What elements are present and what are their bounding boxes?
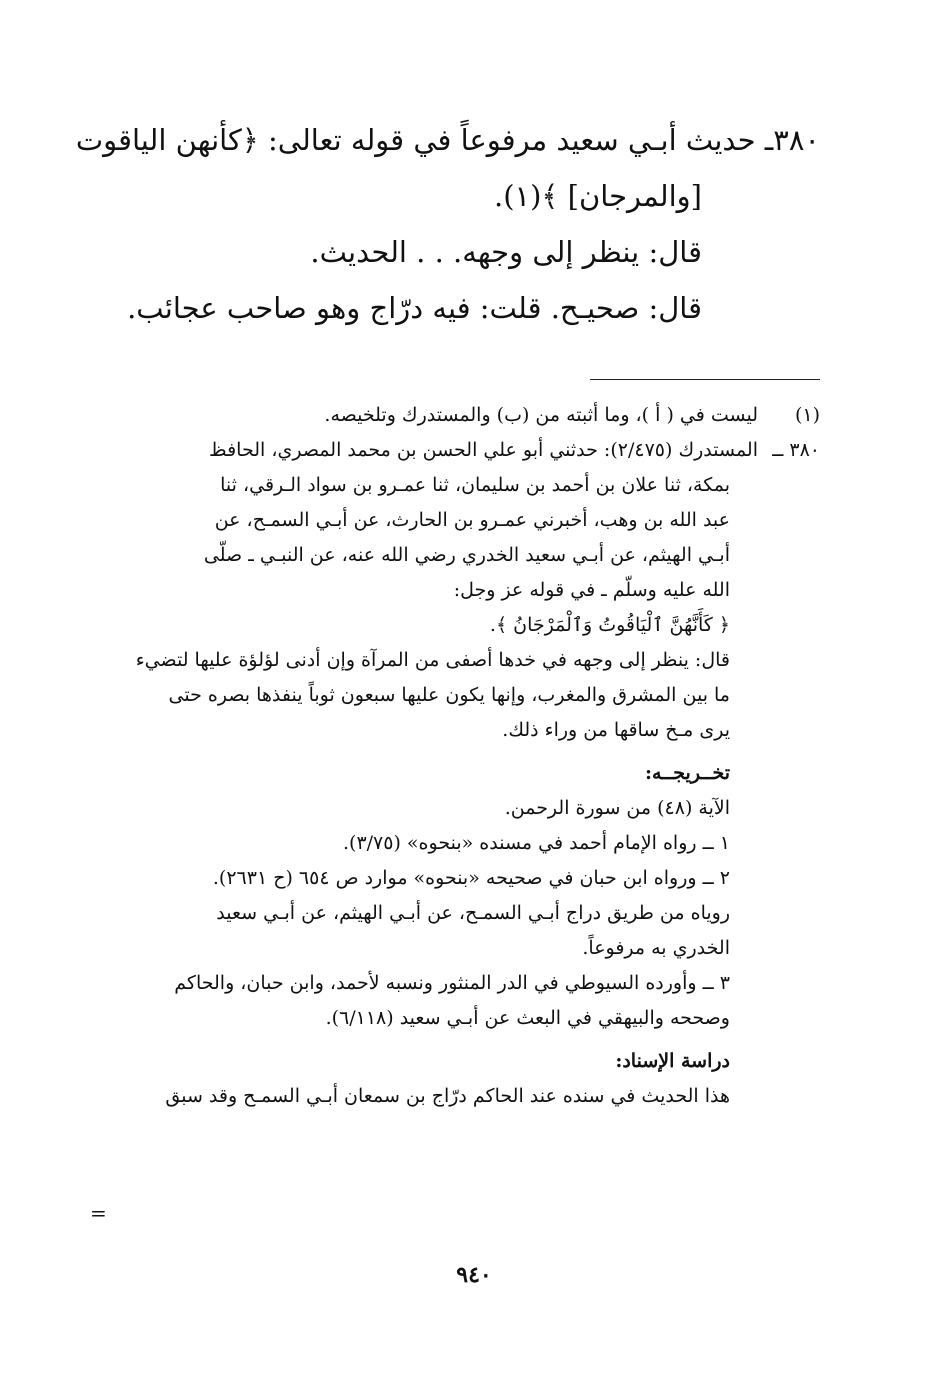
entry-line: قال: ينظر إلى وجهه. . . الحديث. [310,235,702,269]
hadith-number: ٣٨٠ ــ [772,439,820,461]
entry-first-line [75,112,820,168]
hadith-line: الله عليه وسلّم ـ في قوله عز وجل: [453,579,730,601]
footnote-1 [120,398,820,433]
entry-number: ٣٨٠ [773,123,820,157]
page-number: ٩٤٠ [456,1262,492,1288]
entry-title: ـ حديث أبـي سعيد مرفوعاً في قوله تعالى: ﴿كأنهن الياقوت [75,123,774,157]
footnote-divider [590,379,820,380]
hadith-line: ما بين المشرق والمغرب، وإنها يكون عليها سبعون ثوباً ينفذها بصره حتى [168,684,730,706]
takhrij-line: وصححه والبيهقي في البعث عن أبـي سعيد (٦/١١٨). [325,1007,730,1029]
isnad-line: هذا الحديث في سنده عند الحاكم درّاج بن سمعان أبـي السمـح وقد سبق [165,1085,730,1107]
takhrij-line: ٢ ــ ورواه ابن حبان في صحيحه «بنحوه» موارد ص ٦٥٤ (ح ٢٦٣١). [212,867,730,889]
quran-verse: ﴿ كَأَنَّهُنَّ ٱلْيَاقُوتُ وَٱلْمَرْجَانُ ﴾. [489,614,730,636]
takhrij-line: الآية (٤٨) من سورة الرحمن. [504,797,730,819]
continuation-mark: = [90,1201,107,1225]
isnad-heading: دراسة الإسناد: [615,1050,730,1072]
takhrij-line: روياه من طريق دراج أبـي السمـح، عن أبـي الهيثم، عن أبـي سعيد [216,902,730,924]
hadith-line: عبد الله بن وهب، أخبرني عمـرو بن الحارث، عن أبـي السمـح، عن [214,509,730,531]
footnote-number: (١) [794,404,820,426]
footnote-text: ليست في ( أ )، وما أثبته من (ب) والمستدرك وتلخيصه. [324,404,758,426]
hadith-line: بمكة، ثنا علان بن أحمد بن سليمان، ثنا عمـرو بن سواد الـرقي، ثنا [220,474,730,496]
hadith-line: المستدرك (٢/٤٧٥): حدثني أبو علي الحسن بن محمد المصري، الحافظ [209,439,758,461]
hadith-line: قال: ينظر إلى وجهه في خدها أصفى من المرآة وإن أدنى لؤلؤة عليها لتضيء [135,649,730,671]
takhrij-line: ٣ ــ وأورده السيوطي في الدر المنثور ونسبه لأحمد، وابن حبان، والحاكم [174,972,730,994]
hadith-line: يرى مـخ ساقها من وراء ذلك. [502,719,730,741]
footnotes [120,398,820,1114]
takhrij-heading: تخــريجــه: [644,762,730,784]
hadith-line: أبـي الهيثم، عن أبـي سعيد الخدري رضي الله عنه، عن النبـي ـ صلّى [203,544,730,566]
hadith-first-line [120,433,820,468]
takhrij-line: الخدري به مرفوعاً. [582,937,730,959]
entry-line: [والمرجان] ﴾(١). [493,179,702,213]
takhrij-line: ١ ــ رواه الإمام أحمد في مسنده «بنحوه» (٣/٧٥). [343,832,730,854]
main-entry [75,112,820,336]
entry-line: قال: صحيـح. قلت: فيه درّاج وهو صاحب عجائب. [127,291,702,325]
